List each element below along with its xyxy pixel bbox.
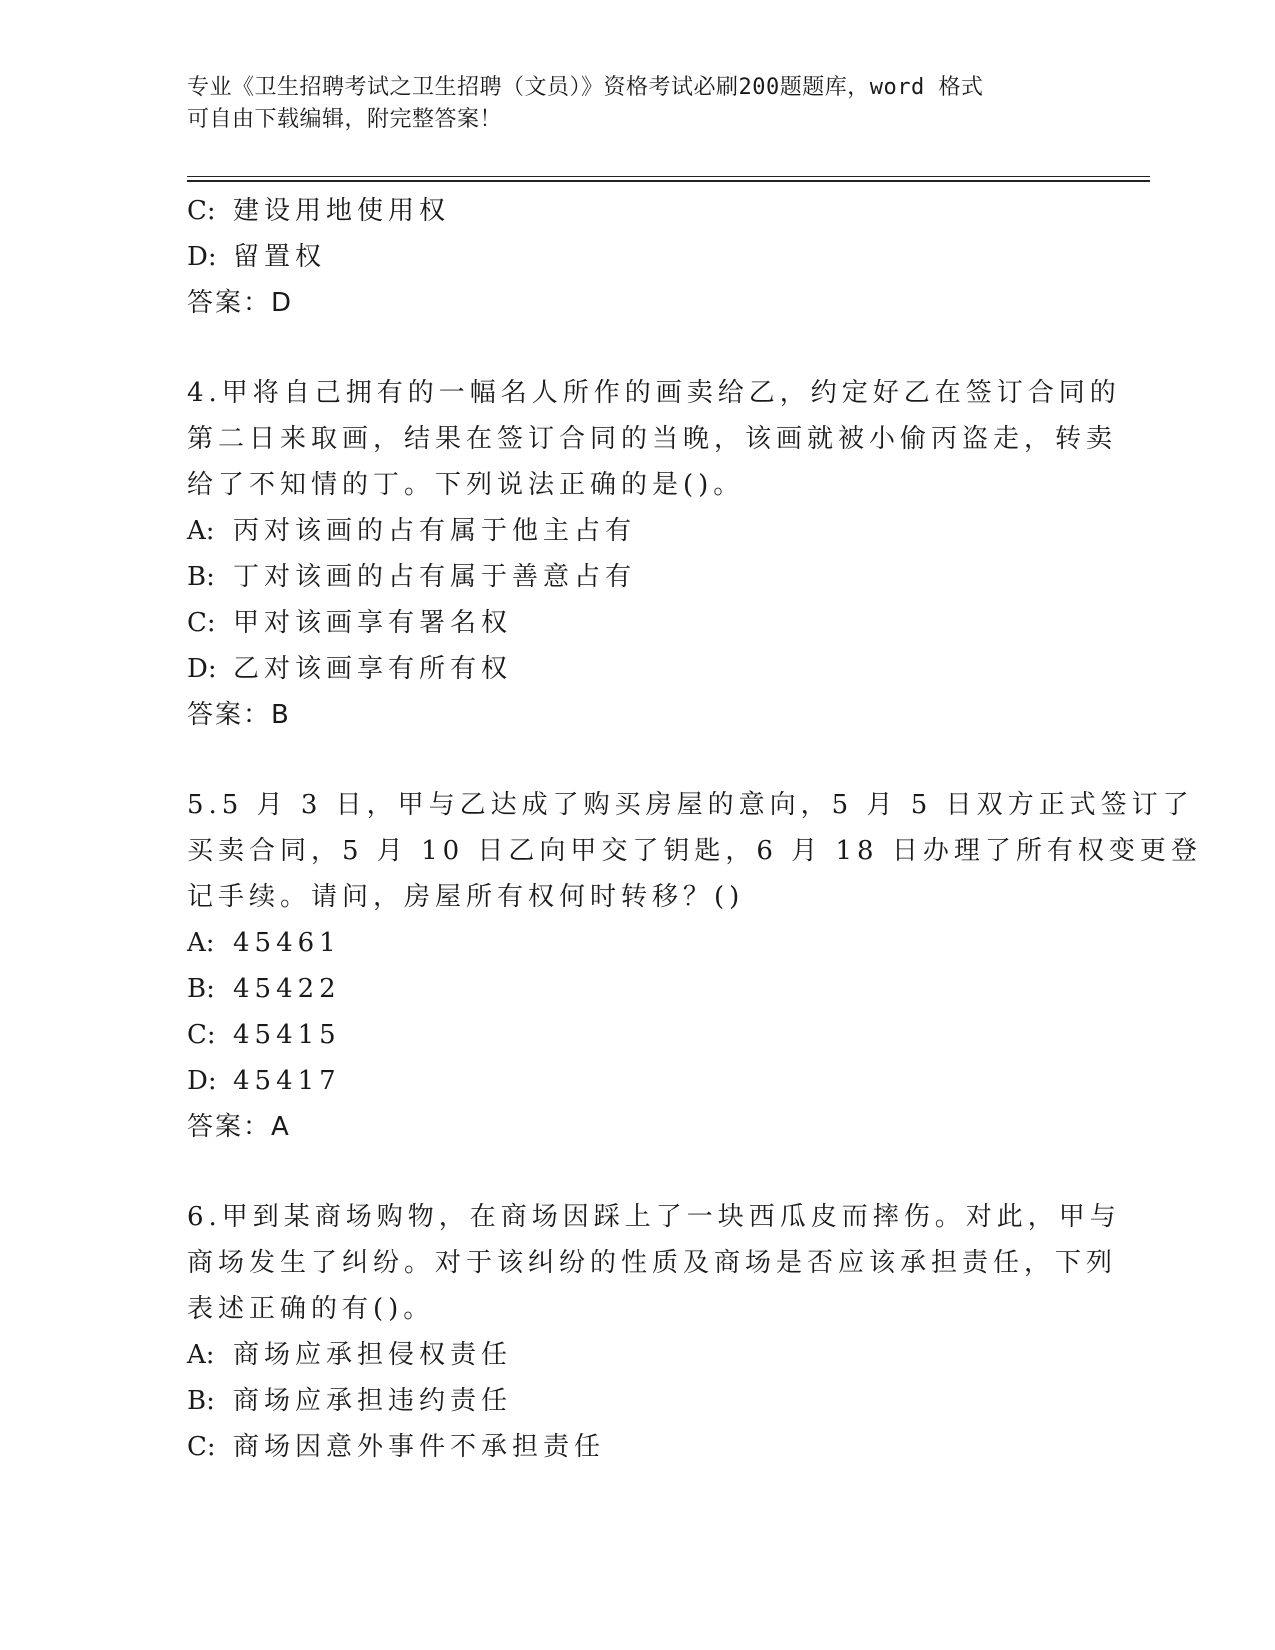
option-key: A: [187, 928, 215, 958]
option-key: A: [187, 516, 215, 546]
question-text-line: 第二日来取画，结果在签订合同的当晚，该画就被小偷丙盗走，转卖 [187, 424, 1118, 454]
option-c [187, 1424, 1067, 1470]
question-text-line: 记手续。请问，房屋所有权何时转移？() [187, 882, 745, 912]
option-text: 建设用地使用权 [233, 196, 451, 226]
option-text: 乙对该画享有所有权 [233, 654, 513, 684]
question-text-line: 买卖合同，5 月 10 日乙向甲交了钥匙，6 月 18 日办理了所有权变更登 [187, 836, 1202, 866]
option-text: 丙对该画的占有属于他主占有 [233, 516, 637, 546]
option-text: 丁对该画的占有属于善意占有 [233, 562, 637, 592]
header-title-line-2: 可自由下载编辑，附完整答案！ [187, 107, 503, 132]
option-key: B: [187, 562, 215, 592]
header-title-line-1: 专业《卫生招聘考试之卫生招聘（文员）》资格考试必刷200题题库，word 格式 [187, 75, 984, 100]
option-text: 45417 [233, 1066, 341, 1096]
header-divider-thin [187, 176, 1150, 177]
question-text-line: 商场发生了纠纷。对于该纠纷的性质及商场是否应该承担责任，下列 [187, 1248, 1118, 1278]
option-a [187, 1332, 1067, 1378]
answer-line: 答案：D [187, 288, 294, 318]
option-c [187, 1012, 1067, 1058]
option-text: 商场因意外事件不承担责任 [233, 1432, 606, 1462]
question-text-line: 4.甲将自己拥有的一幅名人所作的画卖给乙，约定好乙在签订合同的 [187, 378, 1121, 408]
question-4 [187, 370, 1121, 738]
question-3 [187, 188, 1067, 326]
option-key: B: [187, 1386, 215, 1416]
option-c [187, 600, 1067, 646]
question-5 [187, 782, 1202, 1150]
question-text-line: 给了不知情的丁。下列说法正确的是()。 [187, 470, 745, 500]
option-key: D: [187, 1066, 217, 1096]
question-text-line: 6.甲到某商场购物，在商场因踩上了一块西瓜皮而摔伤。对此，甲与 [187, 1202, 1121, 1232]
option-key: D: [187, 242, 217, 272]
option-key: B: [187, 974, 215, 1004]
answer-line: 答案：A [187, 1112, 291, 1142]
question-text-line: 5.5 月 3 日，甲与乙达成了购买房屋的意向，5 月 5 日双方正式签订了 [187, 790, 1194, 820]
option-text: 商场应承担违约责任 [233, 1386, 513, 1416]
option-b [187, 554, 1067, 600]
option-text: 45415 [233, 1020, 341, 1050]
document-body [187, 188, 1202, 1470]
option-a [187, 508, 1067, 554]
question-text-line: 表述正确的有()。 [187, 1294, 435, 1324]
option-b [187, 1378, 1067, 1424]
option-text: 商场应承担侵权责任 [233, 1340, 513, 1370]
option-key: D: [187, 654, 217, 684]
option-c [187, 188, 1067, 234]
option-key: A: [187, 1340, 215, 1370]
option-key: C: [187, 1020, 216, 1050]
question-6 [187, 1194, 1121, 1470]
option-text: 45422 [233, 974, 341, 1004]
option-key: C: [187, 196, 216, 226]
option-d [187, 234, 1067, 280]
option-text: 45461 [233, 928, 341, 958]
option-d [187, 646, 1067, 692]
option-key: C: [187, 1432, 216, 1462]
option-text: 甲对该画享有署名权 [233, 608, 513, 638]
option-a [187, 920, 1067, 966]
answer-line: 答案：B [187, 700, 291, 730]
header-divider-thick [187, 180, 1150, 182]
option-d [187, 1058, 1067, 1104]
option-key: C: [187, 608, 216, 638]
option-text: 留置权 [233, 242, 327, 272]
option-b [187, 966, 1067, 1012]
page-header [187, 72, 1087, 136]
